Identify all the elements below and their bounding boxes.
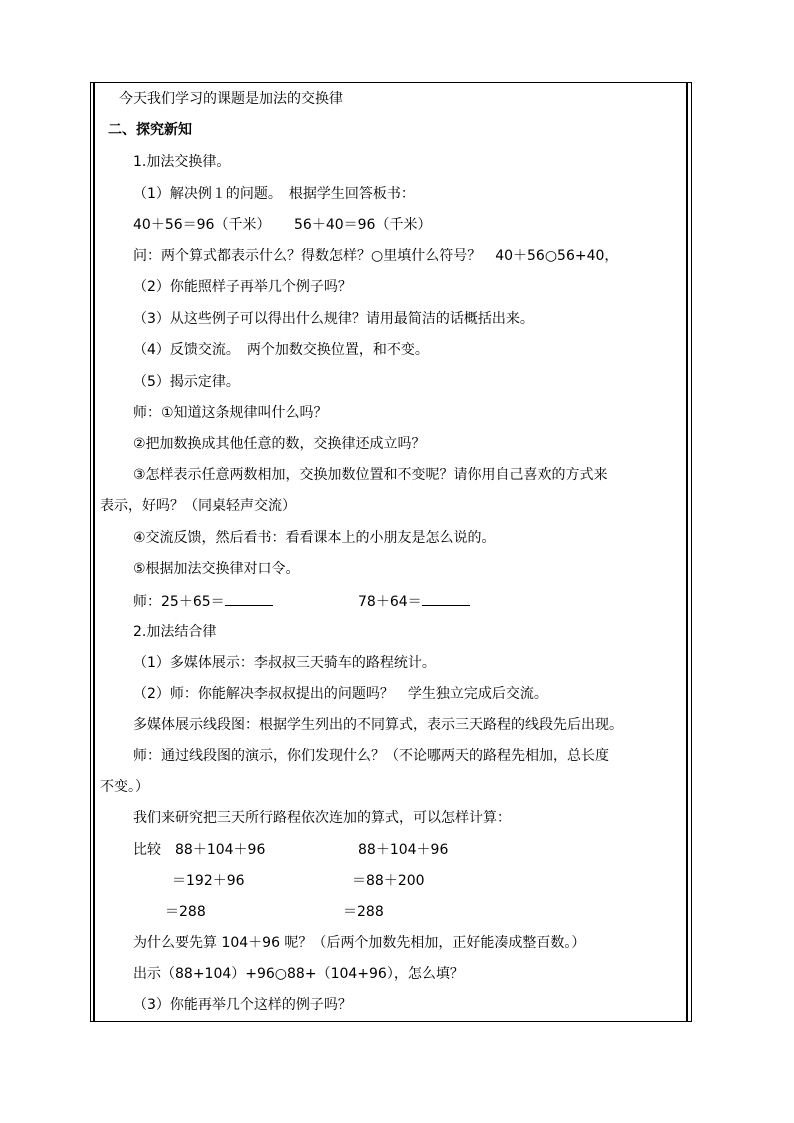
calculation-step: 比较 88＋104＋96 [133,842,266,858]
equation: 40＋56＝96（千米） [133,217,271,233]
subsection-heading: 2.加法结合律 [133,624,217,640]
calculation-step: ＝192＋96 [172,873,245,889]
topic-line: 今天我们学习的课题是加法的交换律 [119,91,343,107]
text-line: 师：①知道这条规律叫什么吗？ [133,405,328,421]
text-line: 出示（88+104）+96○88+（104+96），怎么填？ [133,966,464,982]
calculation-step: ＝288 [343,904,384,920]
text-line: 为什么要先算 104＋96 呢？（后两个加数先相加，正好能凑成整百数。） [133,935,586,951]
answer-blank [422,591,470,606]
text-line: 表示，好吗？（同桌轻声交流） [100,498,296,514]
text-line: 我们来研究把三天所行路程依次连加的算式，可以怎样计算： [133,810,511,826]
text-line: ③怎样表示任意两数相加，交换加数位置和不变呢？请你用自己喜欢的方式来 [133,467,608,483]
fill-blank-item: 师：25＋65＝ [133,591,273,612]
text-line: ⑤根据加法交换律对口令。 [133,561,300,577]
text-line: 师：通过线段图的演示，你们发现什么？（不论哪两天的路程先相加，总长度 [133,748,609,764]
text-line: ②把加数换成其他任意的数，交换律还成立吗？ [133,436,426,452]
answer-blank [225,591,273,606]
calculation-step: 88＋104＋96 [358,842,449,858]
text-line: （1）解决例１的问题。 根据学生回答板书： [133,186,415,202]
calculation-step: ＝88＋200 [352,873,425,889]
text-line: （5）揭示定律。 [133,374,240,390]
text-line: （3）从这些例子可以得出什么规律？请用最简洁的话概括出来。 [133,311,534,327]
text-line: 多媒体展示线段图：根据学生列出的不同算式，表示三天路程的线段先后出现。 [133,717,623,733]
text-line: 不变。） [100,779,149,795]
text-line: （3）你能再举几个这样的例子吗？ [133,997,352,1013]
subsection-heading: 1.加法交换律。 [133,154,231,170]
section-heading: 二、探究新知 [108,122,192,138]
fill-blank-item: 78＋64＝ [358,591,470,612]
calculation-step: ＝288 [165,904,206,920]
text-line: （1）多媒体展示：李叔叔三天骑车的路程统计。 [133,655,436,671]
equation: 56＋40＝96（千米） [294,217,432,233]
text-line: （2）你能照样子再举几个例子吗？ [133,279,352,295]
text-line: （4）反馈交流。 两个加数交换位置，和不变。 [133,342,429,358]
text-line: 问：两个算式都表示什么？得数怎样？○里填什么符号？ 40＋56○56+40， [133,248,619,264]
text-line: ④交流反馈，然后看书：看看课本上的小朋友是怎么说的。 [133,530,496,546]
text-line: （2）师：你能解决李叔叔提出的问题吗？ 学生独立完成后交流。 [133,686,548,702]
